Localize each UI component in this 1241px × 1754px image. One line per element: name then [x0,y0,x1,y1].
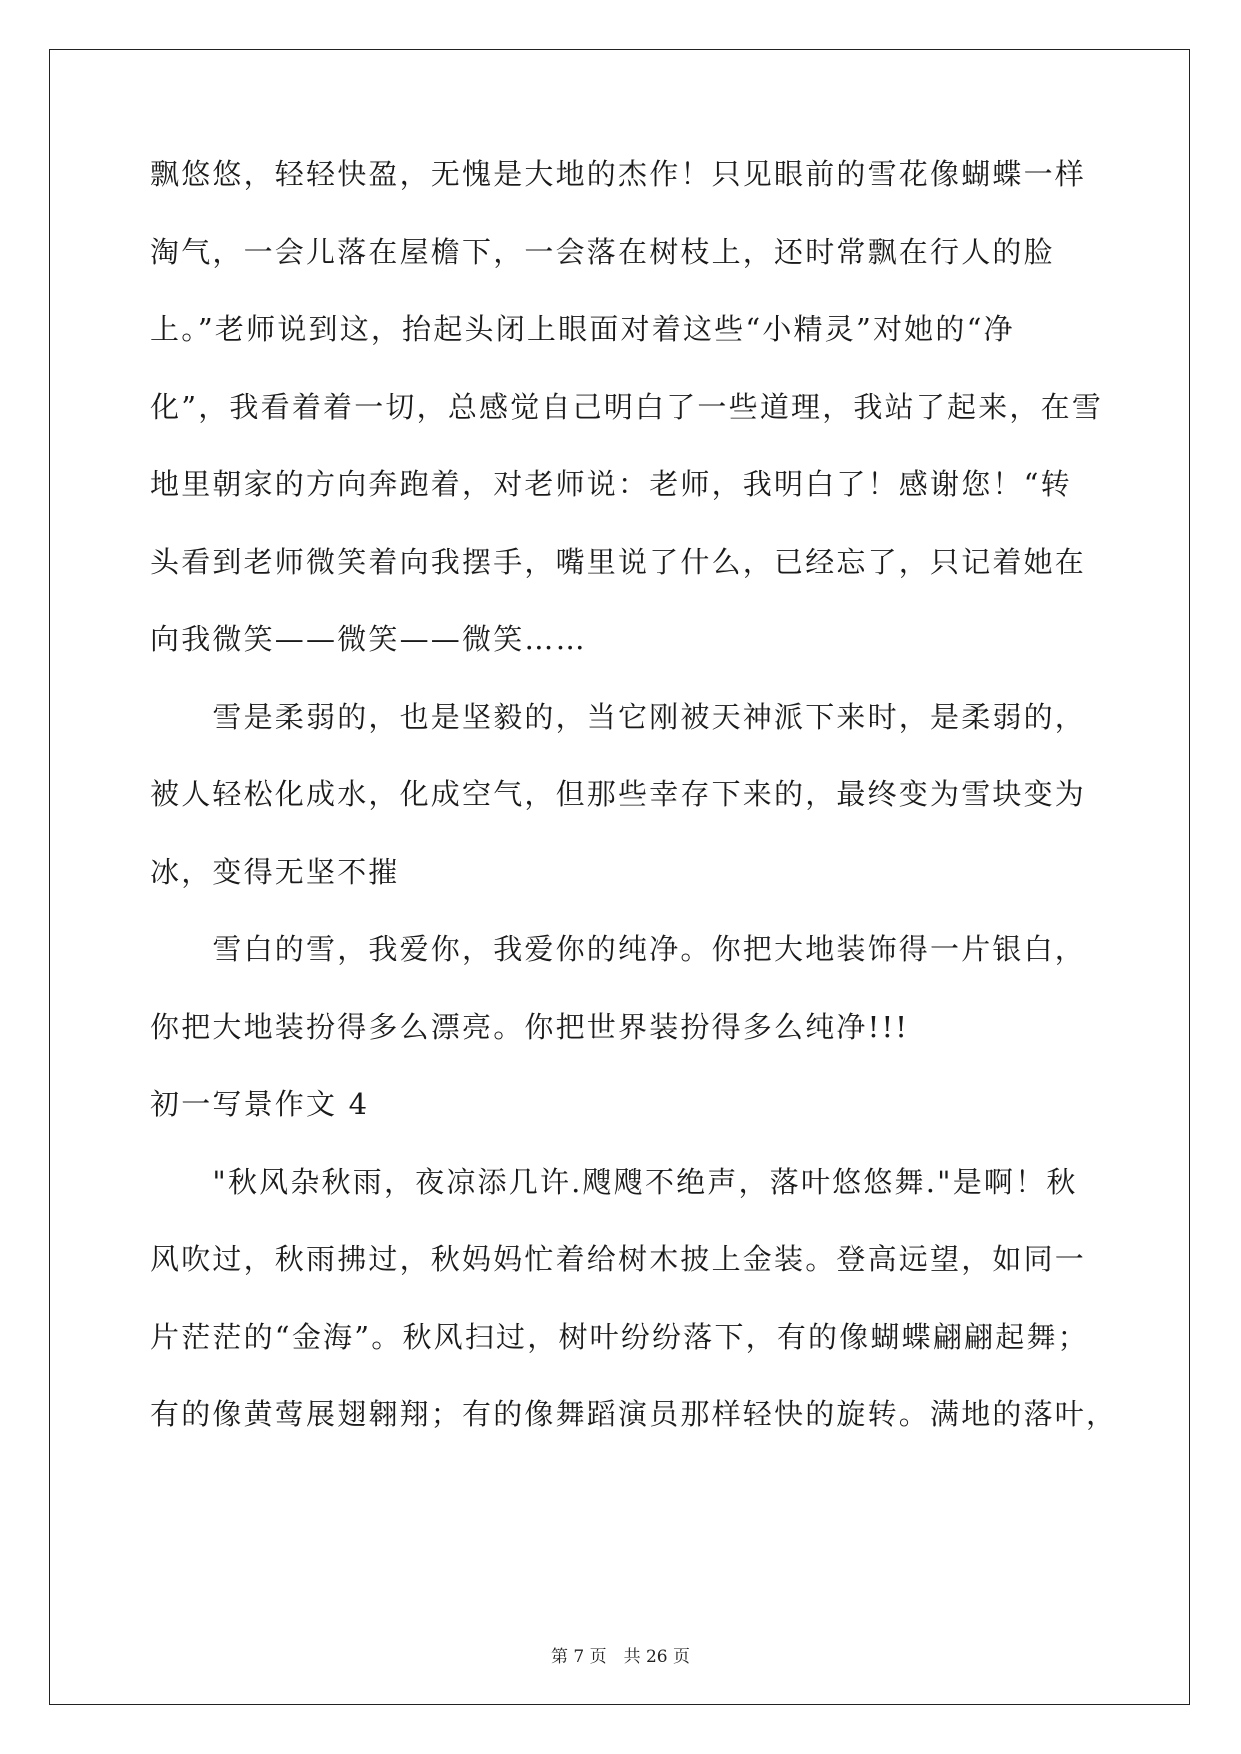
text-line: "秋风杂秋雨，夜凉添几许.飕飕不绝声，落叶悠悠舞."是啊！秋 [150,1164,1078,1199]
text-line: 向我微笑——微笑——微笑…… [150,622,587,656]
document-body [150,154,1118,1472]
text-line: 化”，我看着着一切，总感觉自己明白了一些道理，我站了起来，在雪 [150,389,1104,424]
text-line: 冰，变得无坚不摧 [150,854,400,889]
text-line: 头看到老师微笑着向我摆手，嘴里说了什么，已经忘了，只记着她在 [150,544,1087,579]
text-line: 被人轻松化成水，化成空气，但那些幸存下来的，最终变为雪块变为 [150,777,1087,811]
page-footer [0,1642,1241,1667]
text-line: 地里朝家的方向奔跑着，对老师说：老师，我明白了！感谢您！“转 [150,467,1072,501]
page-number: 第 7 页 共 26 页 [550,1647,691,1667]
text-line: 片茫茫的“金海”。秋风扫过，树叶纷纷落下，有的像蝴蝶翩翩起舞； [150,1319,1089,1354]
text-line: 雪白的雪，我爱你，我爱你的纯净。你把大地装饰得一片银白， [150,932,1087,966]
text-line: 上。”老师说到这，抬起头闭上眼面对着这些“小精灵”对她的“净 [150,312,1015,346]
text-line: 雪是柔弱的，也是坚毅的，当它刚被天神派下来时，是柔弱的， [150,699,1087,734]
text-line: 你把大地装扮得多么漂亮。你把世界装扮得多么纯净!!! [150,1009,910,1044]
section-heading: 初一写景作文 4 [150,1087,370,1121]
text-line: 有的像黄莺展翅翱翔；有的像舞蹈演员那样轻快的旋转。满地的落叶， [150,1397,1118,1431]
text-line: 风吹过，秋雨拂过，秋妈妈忙着给树木披上金装。登高远望，如同一 [150,1242,1087,1276]
text-line: 淘气，一会儿落在屋檐下，一会落在树枝上，还时常飘在行人的脸 [150,234,1055,269]
text-line: 飘悠悠，轻轻快盈，无愧是大地的杰作！只见眼前的雪花像蝴蝶一样 [150,157,1087,191]
